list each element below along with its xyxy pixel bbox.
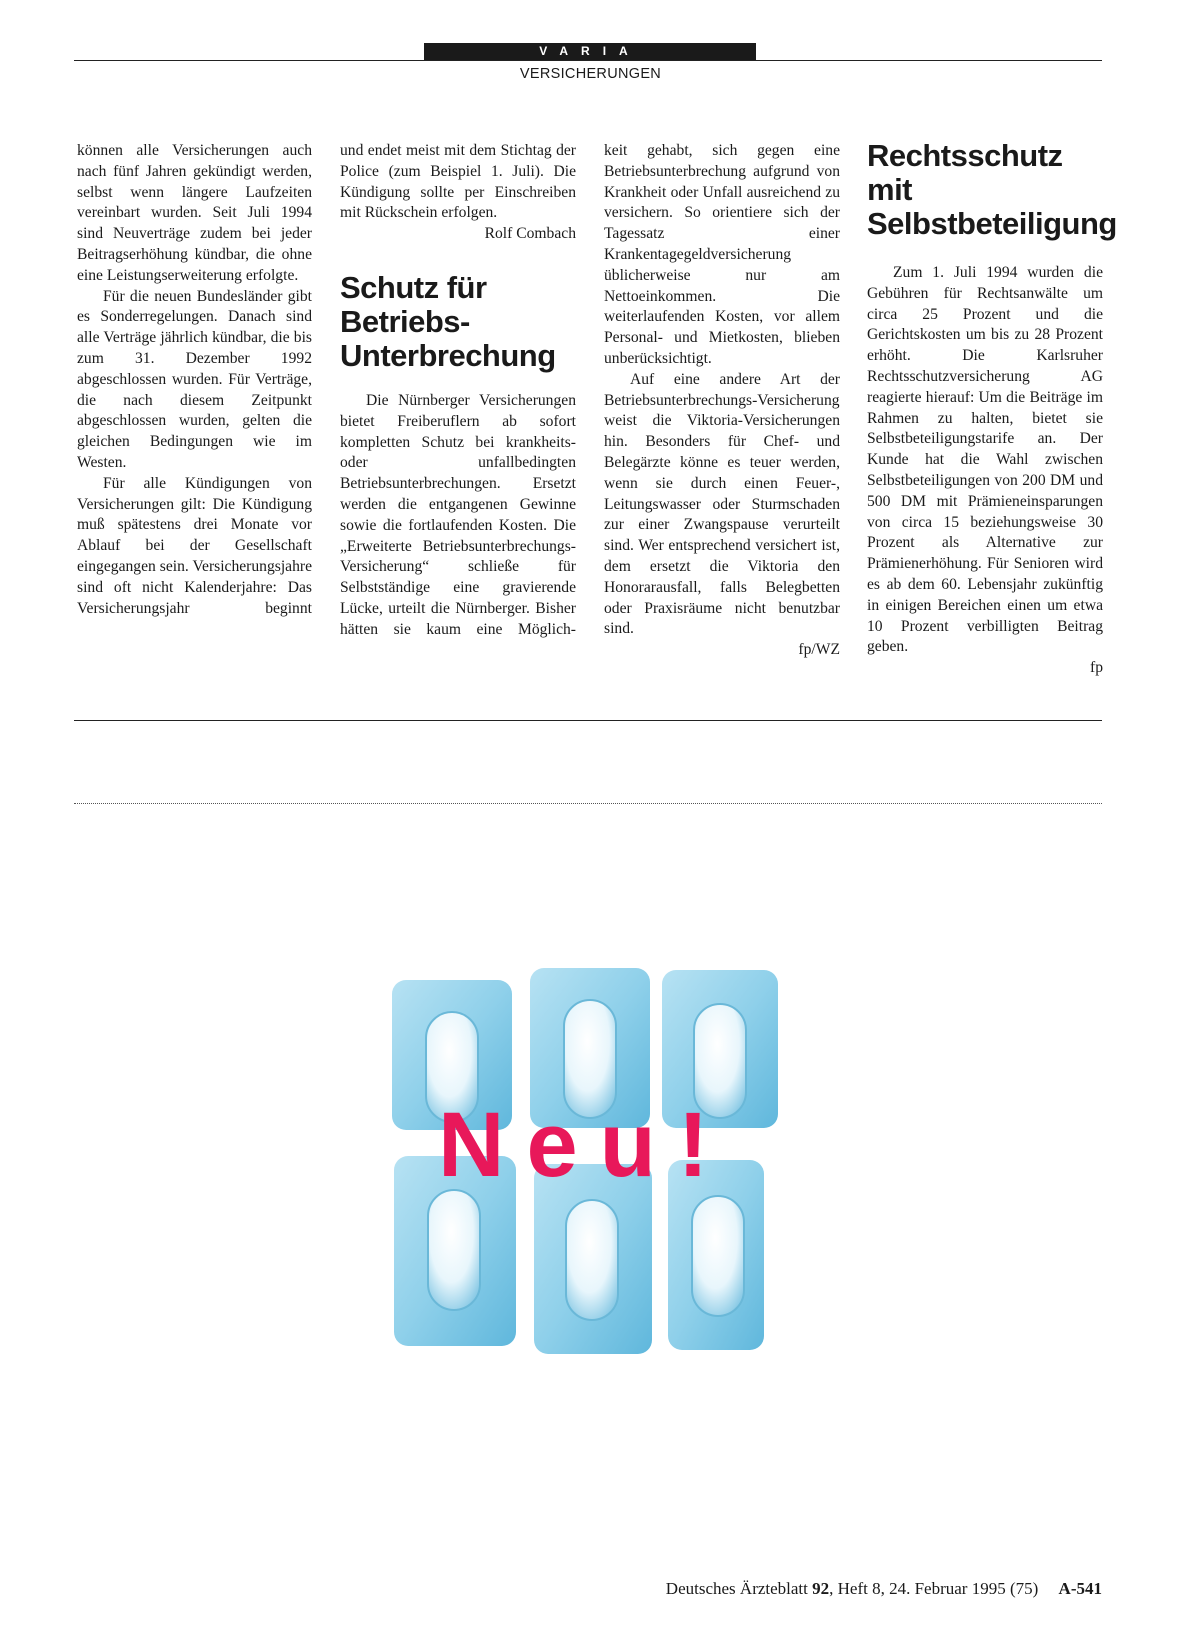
section-bar bbox=[424, 43, 756, 60]
author-signature: fp/WZ bbox=[798, 641, 840, 659]
article-end-rule bbox=[74, 720, 1102, 721]
column-4 bbox=[867, 138, 1117, 679]
paragraph: können alle Versicherungen auch nach fünf Jahren gekündigt werden, selbst wenn längere Laufzeiten vereinbart wurden. Seit Juli 1994 sind Neuverträge zudem bei jeder Beitragserhöhung kündbar, die ohne eine Leistungserweiterung erfolgte. bbox=[77, 142, 312, 284]
journal-name: Deutsches Ärzteblatt bbox=[665, 1579, 813, 1598]
paragraph: Für die neuen Bundesländer gibt es Sonderregelungen. Danach sind alle Verträge jährlich kündbar, die bis zum 31. Dezember 1992 abgeschlossen wurden. Für Verträge, die nach diesem Zeitpunkt abgeschlossen wurden, gelten die gleichen Bedingungen wie im Westen. bbox=[77, 287, 312, 471]
volume-number: 92 bbox=[812, 1579, 830, 1598]
section-label: VARIA bbox=[539, 44, 641, 58]
article-headline: Schutz für Betriebs-Unterbrechung bbox=[340, 269, 556, 373]
header-rule bbox=[74, 60, 1102, 61]
column-1 bbox=[77, 141, 312, 619]
advertisement-headline: Neu! bbox=[438, 1094, 731, 1196]
page-number: A-541 bbox=[1058, 1579, 1102, 1598]
paragraph: Zum 1. Juli 1994 wurden die Gebühren für Rechtsanwälte um circa 25 Prozent und die Gerichtskosten um bis zu 28 Prozent erhöht. Die Karlsruher Rechtsschutzversicherung AG reagierte hierauf: Um die Beiträge im Rahmen zu halten, bietet sie Selbstbeteiligungstarife an. Der Kunde hat die Wahl zwischen Selbstbeteiligungen von 200 DM und 500 DM mit Prämieneinsparungen von circa 15 beziehungsweise 30 Prozent als Alternative zur Prämienerhöhung. Für Senioren wird es ab dem 60. Lebensjahr zukünftig in einigen Bereichen einen um etwa 10 Prozent verbilligten Beitrag geben. bbox=[867, 264, 1103, 656]
issue-info: , Heft 8, 24. Februar 1995 (75) bbox=[829, 1579, 1039, 1598]
column-2 bbox=[340, 141, 576, 641]
author-signature: fp bbox=[1090, 659, 1103, 677]
paragraph: keit gehabt, sich gegen eine Betriebsunterbrechung aufgrund von Krankheit oder Unfall ausreichend zu versichern. So orientiere sich der Tagessatz einer Krankentagegeldversicherung üblicherweise nur am Nettoeinkommen. Die weiterlaufenden Kosten, vor allem Personal- und Mietkosten, blieben unberücksichtigt. bbox=[604, 142, 840, 367]
rubric: VERSICHERUNGEN bbox=[519, 66, 662, 82]
paragraph: Die Nürnberger Versicherungen bietet Freiberuflern ab sofort kompletten Schutz bei krankheits- oder unfallbedingten Betriebsunterbrechungen. Ersetzt werden die entgangenen Gewinne sowie die fortlaufenden Kosten. Die „Erweiterte Betriebsunterbrechungs-Versicherung“ schließe für Selbstständige eine gravierende Lücke, urteilt die Nürnberger. Bisher hätten sie kaum eine Möglich- bbox=[340, 391, 576, 638]
advertisement bbox=[390, 960, 780, 1360]
pill-blister-illustration bbox=[390, 960, 780, 1360]
page-footer bbox=[666, 1579, 1102, 1599]
author-signature: Rolf Combach bbox=[484, 225, 576, 243]
article-headline: Rechtsschutz mit Selbstbeteiligung bbox=[867, 138, 1117, 241]
paragraph: Für alle Kündigungen von Versicherungen gilt: Die Kündigung muß spätestens drei Monate vor Ablauf bei der Gesellschaft eingegangen sein. Versicherungsjahre sind oft nicht Kalenderjahre: Das Versicherungsjahr beginnt bbox=[77, 474, 312, 617]
advertisement-divider bbox=[74, 803, 1102, 804]
paragraph: und endet meist mit dem Stichtag der Police (zum Beispiel 1. Juli). Die Kündigung sollte per Einschreiben mit Rückschein erfolgen. bbox=[340, 142, 576, 222]
column-3 bbox=[604, 141, 840, 661]
paragraph: Auf eine andere Art der Betriebsunterbrechungs-Versicherung weist die Viktoria-Versicherungen hin. Besonders für Chef- und Belegärzte könne es teuer werden, wenn sie durch einen Feuer-, Leitungswasser oder Sturmschaden zur einer Zwangspause verurteilt sind. Wer entsprechend versichert ist, dem ersetzt die Viktoria den Honorarausfall, falls Belegbetten oder Praxisräume nicht benutzbar sind. bbox=[604, 370, 840, 638]
